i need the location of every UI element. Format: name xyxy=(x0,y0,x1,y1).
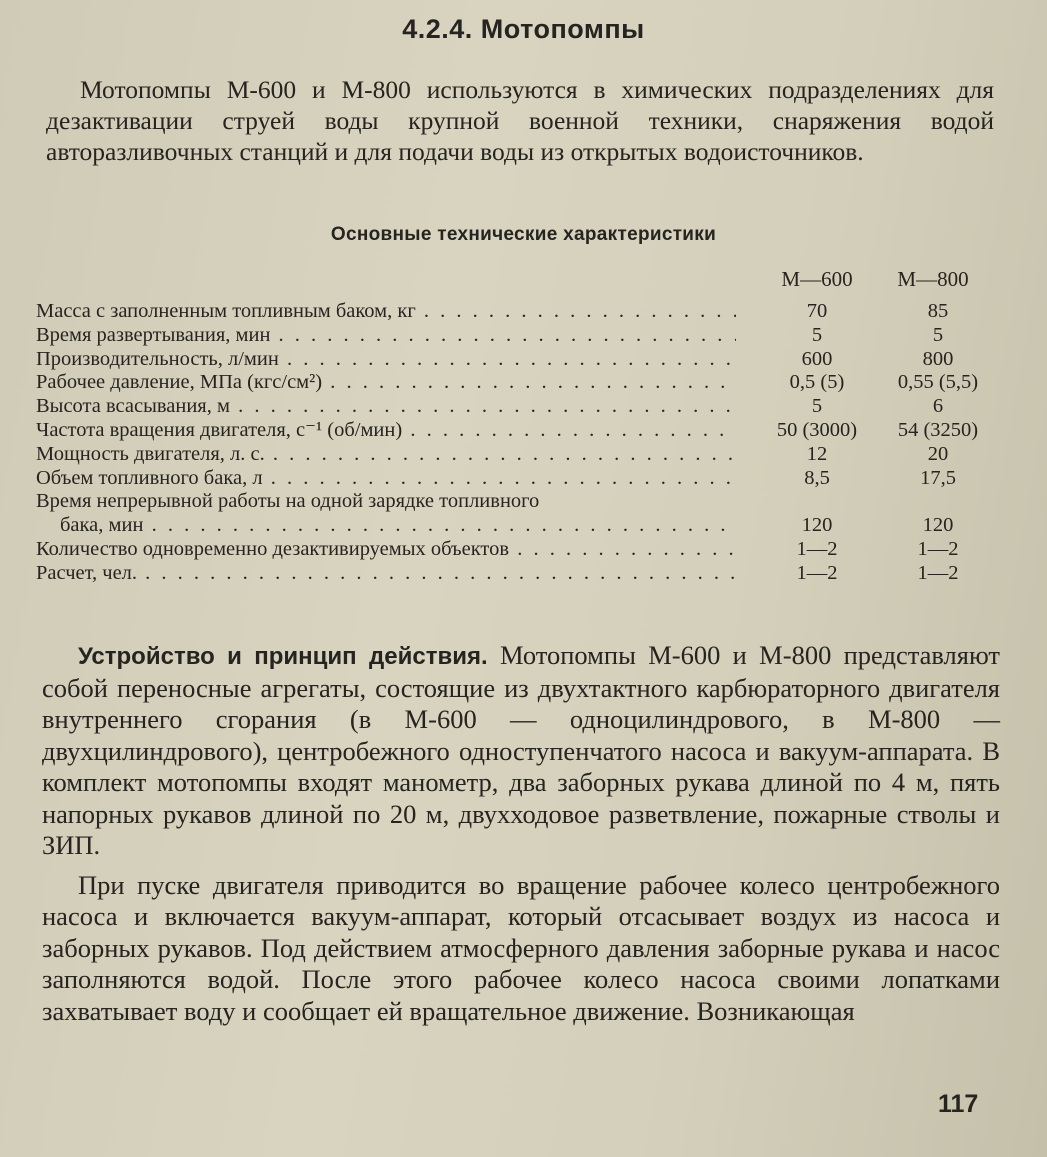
specs-table xyxy=(36,300,979,586)
spec-value-m600: 0,5 (5) xyxy=(789,371,845,394)
spec-row-pressure xyxy=(36,371,979,395)
spec-value-m600: 1—2 xyxy=(796,537,838,560)
spec-value-m600: 5 xyxy=(811,395,823,418)
spec-label-line1: Время непрерывной работы на одной зарядке топливного xyxy=(36,490,540,513)
page-number: 117 xyxy=(938,1090,979,1118)
spec-value-m800: 54 (3250) xyxy=(897,418,979,441)
spec-label: Частота вращения двигателя, с⁻¹ (об/мин) . . . xyxy=(36,419,736,443)
spec-label: Производительность, л/мин . . . xyxy=(36,348,736,372)
spec-label: Объем топливного бака, л . . . xyxy=(36,467,736,491)
body-text xyxy=(42,640,1000,1035)
spec-value-m800: 6 xyxy=(932,395,944,418)
spec-label-line2: бака, мин . . . xyxy=(36,514,736,538)
spec-value-m600: 120 xyxy=(801,514,833,537)
spec-row-engine-power xyxy=(36,443,976,467)
spec-value-m600: 12 xyxy=(806,442,828,465)
spec-row-engine-speed xyxy=(36,418,979,443)
spec-value-m800: 0,55 (5,5) xyxy=(897,371,979,394)
spec-row-crew xyxy=(36,562,976,586)
column-header-m600: М—600 xyxy=(781,267,853,291)
device-paragraph-text: Мотопомпы М-600 и М-800 представляют собой переносные агрегаты, состоящие из двухтактного карбюраторного двигателя внутреннего сгорания (в М-600 — одноцилиндрового, в М-800 — двухцилиндрового), центробежного одноступенчатого насоса и вакуум-аппарата. В комплект мотопомпы входят манометр, два заборных рукава длиной по 4 м, пять напорных рукавов длиной по 20 м, двухходовое разветвление, пожарные стволы и ЗИП. xyxy=(42,640,1000,860)
intro-paragraph: Мотопомпы М-600 и М-800 используются в химических подразделениях для дезактивации струей воды крупной военной техники, снаряжения водой авторазливочных станций и для подачи воды из открытых водоисточников. xyxy=(46,75,994,166)
spec-label: Рабочее давление, МПа (кгс/см²) . . . xyxy=(36,371,736,395)
spec-row-tank-volume xyxy=(36,467,976,491)
spec-value-m600: 5 xyxy=(811,323,823,346)
column-header-m800: М—800 xyxy=(897,267,969,291)
spec-value-m600: 600 xyxy=(801,347,833,370)
spec-label: Время развертывания, мин . . . xyxy=(36,324,736,348)
spec-row-run-time xyxy=(36,490,976,538)
spec-row-objects xyxy=(36,538,976,562)
spec-value-m600: 1—2 xyxy=(796,561,838,584)
spec-row-mass xyxy=(36,300,976,324)
specs-heading: Основные технические характеристики xyxy=(330,224,717,245)
operation-paragraph: При пуске двигателя приводится во вращение рабочее колесо центробежного насоса и включается вакуум-аппарат, который отсасывает воздух из насоса и заборных рукавов. Под действием атмосферного давления заборные рукава и насос заполняются водой. После этого рабочее колесо насоса своими лопатками захватывает воду и сообщает ей вращательное движение. Возникающая xyxy=(42,869,1000,1026)
spec-value-m800: 5 xyxy=(932,323,944,346)
section-title: 4.2.4. Мотопомпы xyxy=(402,14,645,44)
spec-value-m600: 70 xyxy=(806,300,828,322)
spec-value-m800: 1—2 xyxy=(917,537,959,560)
spec-row-deploy-time xyxy=(36,324,976,348)
spec-value-m600: 50 (3000) xyxy=(776,418,858,441)
spec-value-m800: 17,5 xyxy=(920,466,956,489)
spec-label: Высота всасывания, м . . . xyxy=(36,395,736,419)
spec-value-m600: 8,5 xyxy=(804,466,830,489)
spec-value-m800: 120 xyxy=(922,514,954,537)
spec-row-capacity xyxy=(36,348,976,372)
spec-label xyxy=(36,490,736,538)
device-paragraph xyxy=(42,640,1000,862)
device-heading: Устройство и принцип действия. xyxy=(78,643,488,670)
spec-label: Масса с заполненным топливным баком, кг . . . xyxy=(36,300,736,324)
spec-label: Мощность двигателя, л. с. . . . xyxy=(36,443,736,467)
spec-row-suction-height xyxy=(36,395,976,419)
spec-value-m800: 800 xyxy=(922,347,954,370)
spec-value-m800: 1—2 xyxy=(917,561,959,584)
spec-value-m800: 85 xyxy=(927,300,949,322)
spec-label: Расчет, чел. . . . xyxy=(36,562,736,586)
spec-value-m800: 20 xyxy=(927,442,949,465)
spec-label: Количество одновременно дезактивируемых объектов . . . xyxy=(36,538,736,562)
